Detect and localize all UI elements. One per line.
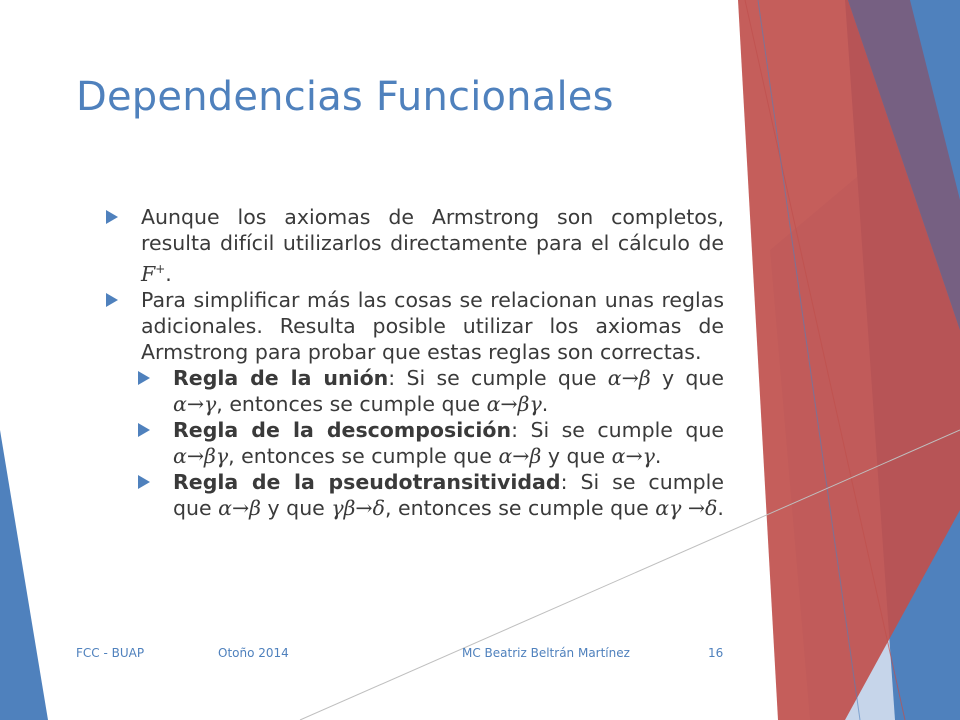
footer-author: MC Beatriz Beltrán Martínez (462, 646, 630, 660)
bullet-pseudotransitivity-rule (104, 469, 724, 521)
bullet-union-rule (104, 365, 724, 417)
rule-math: α→β (218, 495, 262, 520)
bullet-arrow-icon (138, 423, 150, 437)
footer-term: Otoño 2014 (218, 646, 289, 660)
rule-text: . (654, 443, 662, 468)
rule-math: α→β (498, 443, 542, 468)
rule-text: Si se cumple que (173, 469, 724, 520)
f-plus-sup: + (155, 262, 166, 276)
slide-title: Dependencias Funcionales (76, 74, 614, 120)
rule-text: y que (261, 495, 332, 520)
rule-math: α→β (607, 365, 651, 390)
rule-colon: : (388, 365, 407, 390)
footer-institution: FCC - BUAP (76, 646, 145, 660)
rule-math: γβ→δ (331, 495, 385, 520)
bullet-armstrong-complete (104, 204, 724, 287)
slide-content (104, 204, 724, 521)
rule-math: αγ →δ (655, 495, 718, 520)
bullet-arrow-icon (106, 293, 118, 307)
rule-text: . (541, 391, 549, 416)
rule-math: α→βγ (486, 391, 542, 416)
left-blue-shape (0, 430, 48, 720)
bullet-arrow-icon (138, 371, 150, 385)
rule-colon: : (511, 417, 531, 442)
rule-text: . (717, 495, 724, 520)
bullet-text: Para simplificar más las cosas se relacionan unas reglas adicionales. Resulta posible utilizar los axiomas de Armstrong para probar que estas reglas son correctas. (141, 287, 724, 364)
rule-text: y que (541, 443, 612, 468)
rule-colon: : (560, 469, 581, 494)
rule-label: Regla de la unión (173, 365, 389, 390)
rule-label: Regla de la pseudotransitividad (173, 469, 561, 494)
rule-label: Regla de la descomposición (173, 417, 512, 442)
bullet-text: Aunque los axiomas de Armstrong son completos, resulta difícil utilizarlos directamente para el cálculo de (141, 205, 724, 255)
f-plus: F (141, 261, 156, 286)
bullet-arrow-icon (138, 475, 150, 489)
rule-text: , entonces se cumple que (216, 391, 487, 416)
page-number: 16 (708, 646, 724, 660)
rule-text: Si se cumple que (530, 417, 724, 442)
rule-text: , entonces se cumple que (228, 443, 499, 468)
rule-text: Si se cumple que (406, 365, 608, 390)
bullet-end: . (165, 261, 172, 286)
bullet-decomposition-rule (104, 417, 724, 469)
bullet-additional-rules (104, 287, 724, 365)
rule-text: , entonces se cumple que (384, 495, 656, 520)
rule-math: α→γ (173, 391, 217, 416)
rule-math: α→βγ (173, 443, 229, 468)
rule-text: y que (650, 365, 724, 390)
bullet-arrow-icon (106, 210, 118, 224)
rule-math: α→γ (611, 443, 655, 468)
